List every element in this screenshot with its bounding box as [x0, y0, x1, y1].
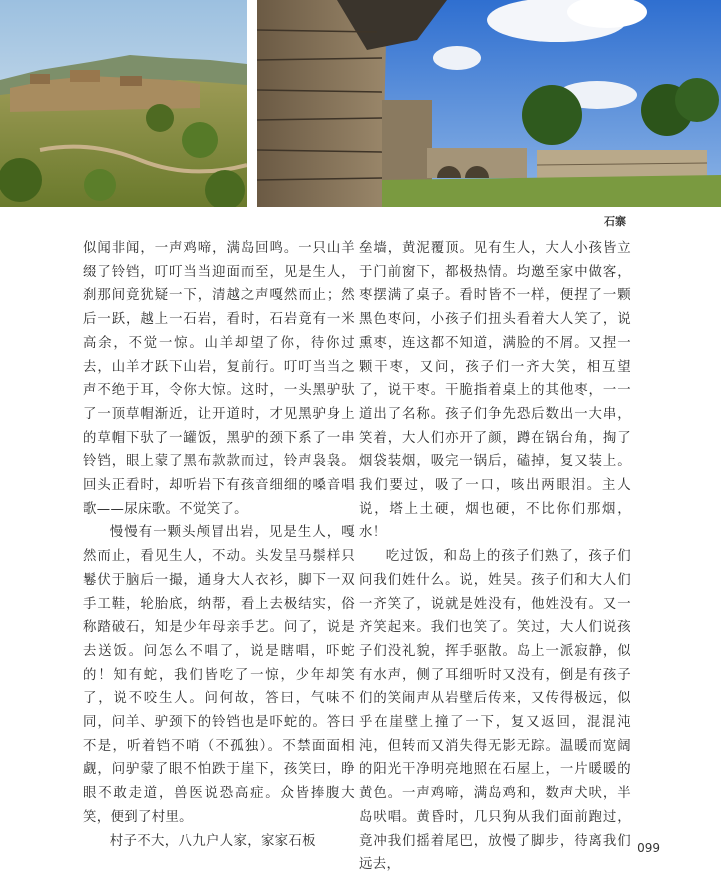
right-text-column [359, 237, 631, 877]
paragraph: 慢慢有一颗头颅冒出岩，见是生人，嘎然而止，看见生人，不动。头发呈马鬃样只鬈伏于脑后一撮，通身大人衣衫，脚下一双手工鞋，轮胎底，纳帮，看上去极结实，俗称踏破石，知是少年母亲手艺。问了，说是去送饭。问怎么不唱了，说是瞎唱，吓蛇的！知有蛇，我们皆吃了一惊，少年却笑了，说不咬生人。问何故，答曰，气味不同，问羊、驴颈下的铃铛也是吓蛇的。答曰不是，听着铛不哨（不孤独）。不禁面面相觑，问驴蒙了眼不怕跌于崖下，孩笑曰，睁眼不敢走道，兽医说恐高症。众皆捧腹大笑，便到了村里。 [83, 525, 355, 825]
paragraph: 似闻非闻，一声鸡啼，满岛回鸣。一只山羊缀了铃铛，叮叮当当迎面而至，见是生人，刹那间竟犹疑一下，清越之声嘎然而止；然后一跃，越上一石岩，看时，石岩竟有一米高余，不觉一惊。山羊却望了你，待你过去，山羊才跃下山岩，复前行。叮叮当当之声不绝于耳，令你大惊。这时，一头黑驴驮了一顶草帽渐近，让开道时，才见黑驴身上的草帽下驮了一罐饭，黑驴的颈下系了一串铃铛，眼上蒙了黑布款款而过，铃声袅袅。回头正看时，却听岩下有孩音细细的嗓音唱歌——尿床歌。不觉笑了。 [83, 241, 355, 517]
page-number: 099 [637, 841, 660, 855]
village-landscape-photo [0, 0, 247, 207]
left-text-column [83, 237, 355, 853]
photo-caption: 石寨 [604, 215, 626, 228]
paragraph: 吃过饭，和岛上的孩子们熟了，孩子们问我们姓什么。说，姓吴。孩子们和大人们一齐笑了，说就是姓没有，他姓没有。又一齐笑起来。我们也笑了。笑过，大人们说孩子们没礼貌，挥手驱散。岛上一派寂静，似有水声，侧了耳细听时又没有，倒是有孩子们的笑闹声从岩壁后传来，又传得极远，似乎在崖壁上撞了一下，复又返回，混混沌沌，但转而又消失得无影无踪。温暖而宽阔的阳光干净明亮地照在石屋上，一片暖暖的黄色。一声鸡啼，满岛鸡和，数声犬吠，半岛吠唱。黄昏时，几只狗从我们面前跑过，竟冲我们摇着尾巴，放慢了脚步，待离我们远去， [359, 549, 631, 873]
stone-wall-photo [257, 0, 721, 207]
paragraph: 村子不大，八九户人家，家家石板 [109, 833, 316, 849]
paragraph: 垒墙，黄泥覆顶。见有生人，大人小孩皆立于门前窗下，都极热情。均邀至家中做客，枣摆满了桌子。看时皆不一样，便捏了一颗黑色枣问，小孩子们扭头看着大人笑了，说熏枣，连这都不知道，满脸的不屑。又捏一颗干枣，又问，孩子们一齐大笑，相互望了，说干枣。干脆指着桌上的其他枣，一一道出了名称。孩子们争先恐后数出一大串，笑着，大人们亦开了颜，蹲在锅台角，掏了烟袋装烟，吸完一锅后，磕掉，复又装上。我们要过，吸了一口，咳出两眼泪。主人说，塔上土硬，烟也硬，不比你们那烟，水！ [359, 241, 631, 541]
